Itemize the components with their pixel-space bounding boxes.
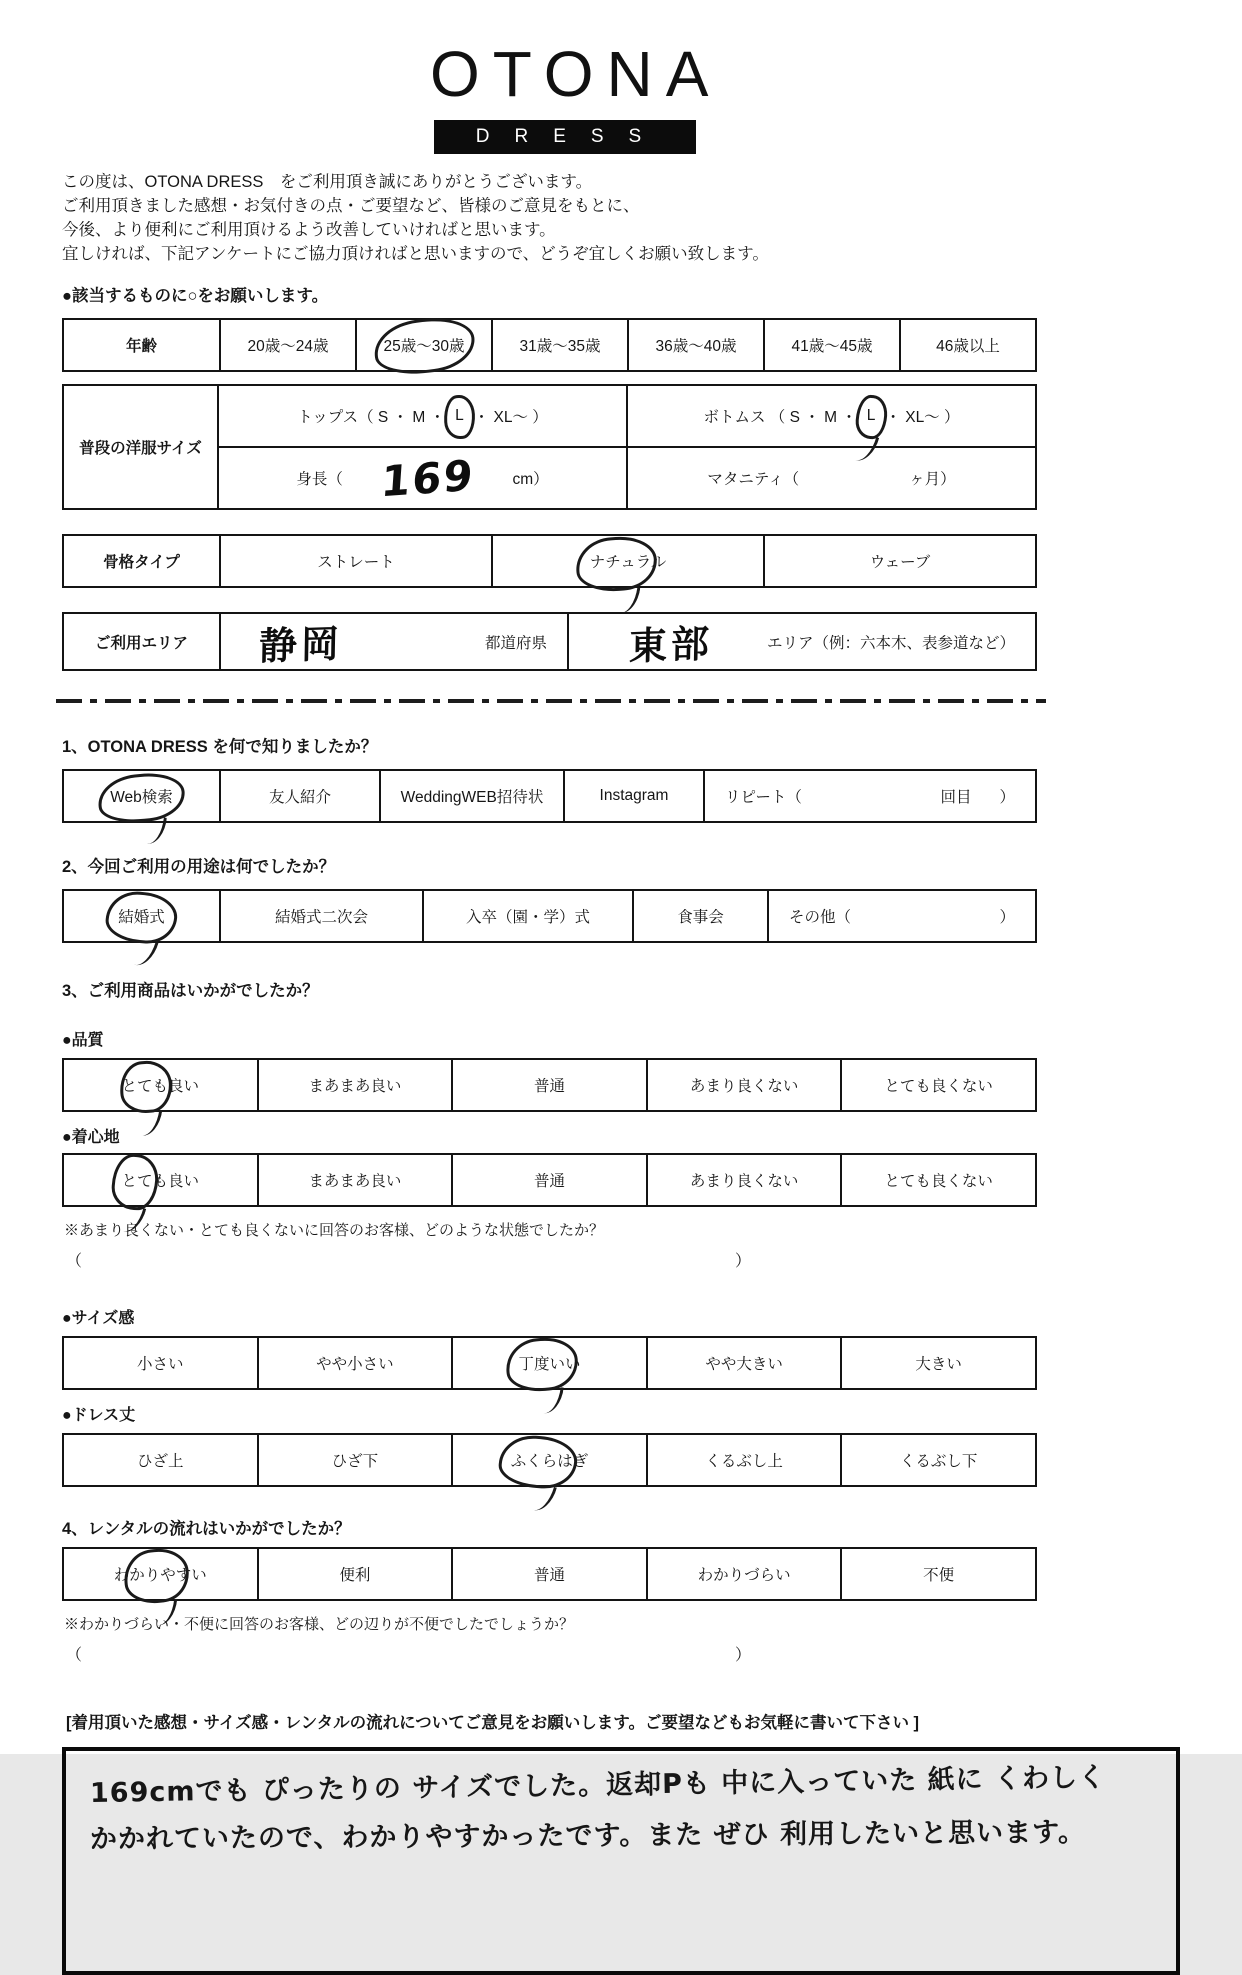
size-feel-option-label: 丁度いい xyxy=(518,1356,581,1373)
quality-option-selected xyxy=(64,1060,257,1110)
comfort-option: とても良くない xyxy=(840,1155,1035,1205)
q2-option: 食事会 xyxy=(632,891,767,941)
size-feel-option: やや大きい xyxy=(646,1338,841,1388)
handwritten-comment-line: 169cmでも ぴったりの サイズでした。返却Pも 中に入っていた 紙に くわしく xyxy=(89,1762,1107,1809)
clothing-size-table xyxy=(62,384,1037,510)
comfort-note: ※あまり良くない・とても良くないに回答のお客様、どのような状態でしたか？ xyxy=(64,1222,605,1239)
skeleton-option: ウェーブ xyxy=(763,536,1035,586)
handwritten-height-value: 169 xyxy=(379,450,477,506)
height-text: cm） xyxy=(512,471,549,488)
comfort-table xyxy=(62,1153,1037,1207)
comment-instruction: [着用頂いた感想・サイズ感・レンタルの流れについてご意見をお願いします。ご要望などもお気軽に書いて下さい ] xyxy=(66,1714,920,1732)
intro-text xyxy=(62,170,1037,266)
intro-line: 今後、より便利にご利用頂けるよう改善していければと思います。 xyxy=(62,221,556,239)
comfort-label: ●着心地 xyxy=(62,1129,120,1146)
q4-option-label: わかりやすい xyxy=(113,1567,207,1584)
q3-title: 3、ご利用商品はいかがでしたか？ xyxy=(62,982,319,1000)
skeleton-option-label: ナチュラル xyxy=(589,554,667,571)
paren-open: （ xyxy=(66,1253,83,1270)
q1-repeat-cell xyxy=(703,771,1035,821)
size-feel-table xyxy=(62,1336,1037,1390)
intro-line: ご利用頂きました感想・お気付きの点・ご要望など、皆様のご意見をもとに、 xyxy=(62,197,640,215)
q2-other-text: その他（ xyxy=(789,909,852,926)
q4-option: 普通 xyxy=(451,1549,646,1599)
intro-line: この度は、OTONA DRESS をご利用頂き誠にありがとうございます。 xyxy=(62,173,593,191)
q1-option-label: Web検索 xyxy=(110,789,173,806)
age-option-label: 25歳〜30歳 xyxy=(383,338,465,355)
q1-repeat-text: リピート（ xyxy=(725,789,802,806)
size-feel-option: 小さい xyxy=(137,1356,184,1373)
tops-size-cell xyxy=(219,386,626,446)
quality-option: 普通 xyxy=(451,1060,646,1110)
comfort-option: 普通 xyxy=(451,1155,646,1205)
paren-close: ） xyxy=(734,1253,751,1270)
tops-size-text: トップス（ S ・ M ・ xyxy=(297,409,446,426)
dress-length-option: ひざ上 xyxy=(137,1453,184,1470)
dress-length-option-label: ふくらはぎ xyxy=(510,1453,589,1470)
q4-note: ※わかりづらい・不便に回答のお客様、どの辺りが不便でしたでしょうか？ xyxy=(64,1616,575,1633)
age-option-selected xyxy=(355,320,491,370)
q4-option: わかりづらい xyxy=(646,1549,841,1599)
q2-table xyxy=(62,889,1037,943)
dress-length-option: くるぶし上 xyxy=(646,1435,841,1485)
q2-option-selected xyxy=(64,891,219,941)
handwritten-prefecture: 静岡 xyxy=(258,621,344,669)
q1-repeat-text: 回目 xyxy=(940,789,972,806)
q2-other-text: ） xyxy=(999,909,1015,926)
q2-option: 入卒（園・学）式 xyxy=(422,891,632,941)
paren-close: ） xyxy=(734,1647,751,1664)
prefecture-suffix: 都道府県 xyxy=(484,634,547,652)
prefecture-cell xyxy=(219,614,567,669)
bottoms-size-text: ボトムス （ S ・ M ・ xyxy=(703,409,857,426)
comment-box xyxy=(62,1747,1180,1975)
logo-dress-bar: DRESS xyxy=(434,120,696,154)
q1-repeat-text: ） xyxy=(999,789,1015,806)
q4-option-selected xyxy=(64,1549,257,1599)
maternity-text: ヶ月） xyxy=(909,471,956,488)
area-cell xyxy=(567,614,1035,669)
quality-option-label: とても良い xyxy=(121,1078,200,1095)
paren-open: （ xyxy=(66,1647,83,1664)
comfort-option: あまり良くない xyxy=(646,1155,841,1205)
skeleton-type-table xyxy=(62,534,1037,588)
q1-option: WeddingWEB招待状 xyxy=(379,771,563,821)
q2-other-cell xyxy=(767,891,1035,941)
quality-table xyxy=(62,1058,1037,1112)
quality-option: とても良くない xyxy=(840,1060,1035,1110)
q1-table xyxy=(62,769,1037,823)
dashed-divider xyxy=(56,699,1046,703)
age-option: 20歳〜24歳 xyxy=(219,320,355,370)
tops-size-text: ・ XL〜 ） xyxy=(473,409,548,426)
q4-title: 4、レンタルの流れはいかがでしたか？ xyxy=(62,1520,351,1538)
height-text: 身長（ xyxy=(296,471,343,488)
dress-length-label: ●ドレス丈 xyxy=(62,1407,136,1424)
usage-area-label: ご利用エリア xyxy=(94,634,188,652)
skeleton-option-selected xyxy=(491,536,763,586)
dress-length-option: くるぶし下 xyxy=(840,1435,1035,1485)
maternity-cell xyxy=(626,448,1035,508)
area-suffix: エリア（例：六本木、表参道など） xyxy=(766,634,1015,652)
bottoms-size-selected: L xyxy=(866,407,876,424)
q2-option: 結婚式二次会 xyxy=(219,891,422,941)
q1-option: 友人紹介 xyxy=(219,771,379,821)
q1-option-selected xyxy=(64,771,219,821)
height-cell xyxy=(219,448,626,508)
q1-title: 1、OTONA DRESS を何で知りましたか？ xyxy=(62,738,378,756)
comfort-option-label: とても良い xyxy=(121,1173,200,1190)
usage-area-table xyxy=(62,612,1037,671)
comfort-option: まあまあ良い xyxy=(257,1155,452,1205)
dress-length-option-selected xyxy=(451,1435,646,1485)
tops-size-selected: L xyxy=(455,407,464,424)
age-option: 41歳〜45歳 xyxy=(763,320,899,370)
handwritten-comment-line: かかれていたので、わかりやすかったです。また ぜひ 利用したいと思います。 xyxy=(89,1817,1087,1855)
comfort-answer-line xyxy=(66,1248,751,1271)
age-table xyxy=(62,318,1037,372)
clothing-size-label: 普段の洋服サイズ xyxy=(64,386,219,508)
logo xyxy=(430,38,722,154)
quality-option: あまり良くない xyxy=(646,1060,841,1110)
bottoms-size-cell xyxy=(626,386,1035,446)
q4-option: 便利 xyxy=(257,1549,452,1599)
size-feel-label: ●サイズ感 xyxy=(62,1310,135,1327)
skeleton-label: 骨格タイプ xyxy=(103,554,180,571)
skeleton-option: ストレート xyxy=(219,536,491,586)
age-option: 36歳〜40歳 xyxy=(627,320,763,370)
size-feel-option: やや小さい xyxy=(257,1338,452,1388)
q2-option-label: 結婚式 xyxy=(118,909,165,926)
q1-option: Instagram xyxy=(563,771,703,821)
size-feel-option: 大きい xyxy=(840,1338,1035,1388)
age-option: 46歳以上 xyxy=(899,320,1035,370)
q4-answer-line xyxy=(66,1642,751,1665)
dress-length-option: ひざ下 xyxy=(257,1435,452,1485)
logo-otona-text: OTONA xyxy=(430,38,722,110)
quality-label: ●品質 xyxy=(62,1032,104,1049)
quality-option: まあまあ良い xyxy=(257,1060,452,1110)
handwritten-area: 東部 xyxy=(628,621,714,669)
q4-option: 不便 xyxy=(840,1549,1035,1599)
q4-table xyxy=(62,1547,1037,1601)
age-label: 年齢 xyxy=(125,338,157,355)
age-option: 31歳〜35歳 xyxy=(491,320,627,370)
dress-length-table xyxy=(62,1433,1037,1487)
bottoms-size-text: ・ XL〜 ） xyxy=(885,409,960,426)
maternity-text: マタニティ（ xyxy=(707,471,800,488)
q2-title: 2、今回ご利用の用途は何でしたか？ xyxy=(62,858,336,876)
intro-line: 宜しければ、下記アンケートにご協力頂ければと思いますので、どうぞ宜しくお願い致します。 xyxy=(62,245,769,263)
comfort-option-selected xyxy=(64,1155,257,1205)
circle-instruction: ●該当するものに○をお願いします。 xyxy=(62,287,329,305)
size-feel-option-selected xyxy=(451,1338,646,1388)
